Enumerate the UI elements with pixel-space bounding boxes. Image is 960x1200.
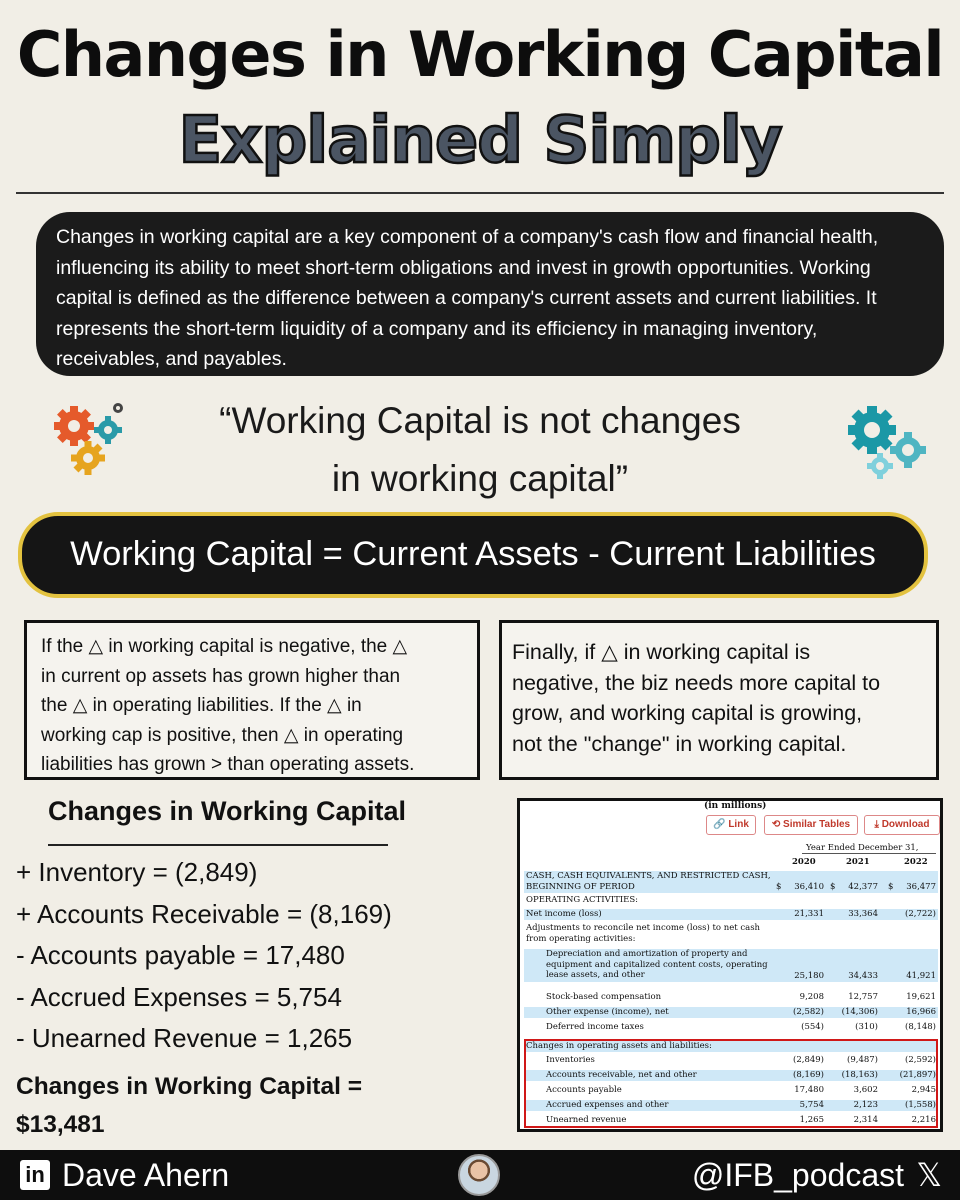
social-handle[interactable]: @IFB_podcast (691, 1157, 904, 1193)
row-value: (2,592) (905, 1055, 936, 1065)
calc-title: Changes in Working Capital (48, 796, 407, 826)
row-label: Unearned revenue (546, 1115, 627, 1125)
row-value: 21,331 (794, 909, 824, 919)
row-label: Depreciation and amortization of property and equipment and capitalized content costs, operating lease assets, and other (546, 949, 768, 980)
row-label: Other expense (income), net (546, 1007, 669, 1017)
linkedin-icon[interactable]: in (20, 1160, 50, 1190)
download-button[interactable]: ⤓ Download (864, 815, 940, 835)
row-value: 17,480 (794, 1085, 824, 1095)
calc-item: + Accounts Receivable = (8,169) (16, 898, 392, 929)
row-label: Accrued expenses and other (546, 1100, 669, 1110)
row-value: (8,148) (905, 1022, 936, 1032)
row-label: Adjustments to reconcile net income (loss) to net cash from operating activities: (526, 923, 761, 944)
currency-symbol: $ (830, 882, 836, 892)
calc-item: - Unearned Revenue = 1,265 (16, 1023, 353, 1053)
row-value: 16,966 (906, 1007, 936, 1017)
similar-tables-button[interactable]: ⟲ Similar Tables (764, 815, 858, 835)
table-row (524, 1022, 938, 1033)
table-row (524, 909, 938, 920)
quote-line-1: “Working Capital is not changes (219, 400, 741, 441)
row-value: 9,208 (799, 992, 824, 1002)
table-row (524, 895, 938, 906)
calc-list (16, 852, 392, 1060)
row-value: 5,754 (799, 1100, 824, 1110)
title-divider (16, 192, 944, 194)
header-rule (802, 853, 936, 854)
row-value: 2,314 (853, 1115, 878, 1125)
table-row (524, 923, 938, 945)
calc-total-label: Changes in Working Capital = (16, 1073, 363, 1100)
left-line: in current op assets has grown higher than (41, 665, 401, 687)
table-row (524, 992, 938, 1003)
row-label: Accounts receivable, net and other (546, 1070, 697, 1080)
formula-banner: Working Capital = Current Assets - Current Liabilities (18, 512, 928, 598)
row-value: (2,849) (793, 1055, 824, 1065)
row-value: (310) (855, 1022, 878, 1032)
row-value: 12,757 (848, 992, 878, 1002)
calc-item: - Accrued Expenses = 5,754 (16, 981, 342, 1012)
gears-left-icon (52, 400, 132, 480)
author-name: Dave Ahern (62, 1157, 230, 1193)
right-line: not the "change" in working capital. (512, 731, 847, 756)
calc-divider (48, 844, 388, 846)
gears-right-icon (842, 402, 932, 482)
right-line: negative, the biz needs more capital to (512, 670, 881, 695)
row-label: OPERATING ACTIVITIES: (526, 895, 639, 905)
row-value: 36,410 (794, 882, 824, 892)
row-value: 41,921 (906, 971, 936, 981)
year-2022: 2022 (904, 857, 928, 867)
row-value: 2,216 (911, 1115, 936, 1125)
quote (140, 392, 820, 508)
row-value: 33,364 (848, 909, 878, 919)
table-row (524, 871, 938, 893)
row-label: Stock-based compensation (546, 992, 662, 1002)
footer-bar (0, 1150, 960, 1200)
page-title: Changes in Working Capital (16, 18, 944, 91)
row-value: 25,180 (794, 971, 824, 981)
row-label: Net income (loss) (526, 909, 602, 919)
row-label: Accounts payable (546, 1085, 622, 1095)
table-unit: (in millions) (704, 801, 767, 811)
explanation-box-right (499, 620, 939, 780)
page-subtitle: Explained Simply (178, 104, 782, 178)
calc-total (16, 1068, 362, 1144)
row-value: 19,621 (906, 992, 936, 1002)
row-label: Changes in operating assets and liabilities: (526, 1041, 712, 1051)
x-logo-icon[interactable]: 𝕏 (916, 1156, 942, 1194)
row-value: 42,377 (848, 882, 878, 892)
calc-item: + Inventory = (2,849) (16, 857, 258, 887)
year-2020: 2020 (792, 857, 816, 867)
quote-line-2: in working capital” (331, 458, 629, 499)
row-value: (21,897) (899, 1070, 936, 1080)
row-value: 2,945 (911, 1085, 936, 1095)
row-value: 2,123 (853, 1100, 878, 1110)
explanation-box-left (24, 620, 480, 780)
left-line: liabilities has grown > than operating assets. (41, 754, 415, 775)
row-value: 36,477 (906, 882, 936, 892)
right-line: grow, and working capital is growing, (512, 701, 863, 725)
row-value: (9,487) (847, 1055, 878, 1065)
right-line: Finally, if △ in working capital is (512, 640, 811, 664)
avatar (458, 1154, 500, 1196)
year-ended-header: Year Ended December 31, (806, 843, 919, 853)
row-value: (2,722) (905, 909, 936, 919)
left-line: If the △ in working capital is negative, the △ (41, 636, 408, 657)
currency-symbol: $ (888, 882, 894, 892)
cash-flow-table (517, 798, 943, 1132)
row-label: Inventories (546, 1055, 595, 1065)
working-capital-highlight (524, 1039, 938, 1128)
row-value: (1,558) (905, 1100, 936, 1110)
intro-panel: Changes in working capital are a key component of a company's cash flow and financial health, influencing its ability to meet short-term obligations and invest in growth opportunities. Working capital is defined as the difference between a company's current assets and current liabilities. It represents the short-term liquidity of a company and its efficiency in managing inventory, receivables, and payables. (36, 212, 944, 376)
row-value: 3,602 (853, 1085, 878, 1095)
row-value: (554) (801, 1022, 824, 1032)
row-value: (14,306) (841, 1007, 878, 1017)
calc-total-value: $13,481 (16, 1111, 105, 1138)
link-button[interactable]: 🔗 Link (706, 815, 756, 835)
row-value: 1,265 (799, 1115, 824, 1125)
left-line: working cap is positive, then △ in operating (41, 724, 404, 746)
left-line: the △ in operating liabilities. If the △ in (41, 695, 362, 716)
row-value: (8,169) (793, 1070, 824, 1080)
row-label: Deferred income taxes (546, 1022, 644, 1032)
year-2021: 2021 (846, 857, 870, 867)
calc-item: - Accounts payable = 17,480 (16, 940, 345, 970)
row-value: 34,433 (848, 971, 878, 981)
row-label: CASH, CASH EQUIVALENTS, AND RESTRICTED CASH, BEGINNING OF PERIOD (526, 871, 771, 892)
table-row (524, 1007, 938, 1018)
table-row (524, 949, 938, 982)
row-value: (18,163) (841, 1070, 878, 1080)
currency-symbol: $ (776, 882, 782, 892)
row-value: (2,582) (793, 1007, 824, 1017)
